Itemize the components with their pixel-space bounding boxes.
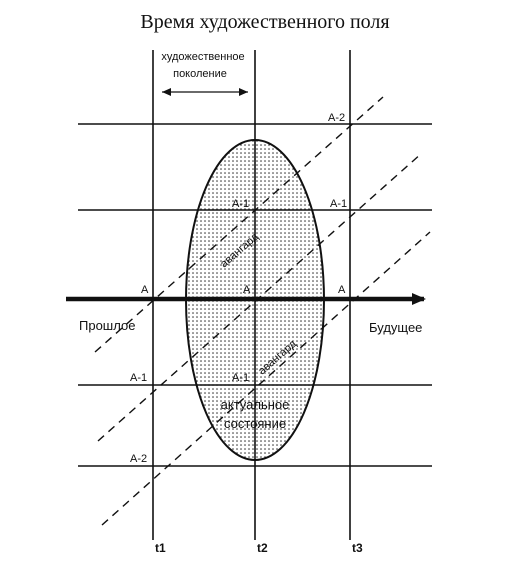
- time-mark-t3: t3: [352, 541, 363, 555]
- time-mark-t2: t2: [257, 541, 268, 555]
- generation-label-line2: поколение: [173, 68, 227, 80]
- past-label: Прошлое: [79, 318, 136, 333]
- state-label-a2-t3: A-2: [328, 112, 346, 124]
- state-label-a1-t2-lower: A-1: [232, 372, 250, 384]
- state-label-a2-t1: A-2: [130, 453, 148, 465]
- state-label-a-t2: A: [243, 284, 251, 296]
- actual-state-label-line2: состояние: [223, 416, 287, 431]
- actual-state-label-line1: актуальное: [220, 397, 290, 412]
- state-label-a1-t2: A-1: [232, 198, 250, 210]
- state-label-a-t1: A: [141, 284, 149, 296]
- state-label-a-t3: A: [338, 284, 346, 296]
- avantgarde-label-upper: авангард: [218, 230, 261, 271]
- diagram-title: Время художественного поля: [140, 11, 390, 33]
- avantgarde-label-lower: авангард: [256, 337, 299, 378]
- generation-double-arrow: [162, 88, 248, 96]
- state-label-a1-t1: A-1: [130, 372, 148, 384]
- generation-label-line1: художественное: [161, 51, 245, 63]
- time-mark-t1: t1: [155, 541, 166, 555]
- future-label: Будущее: [369, 320, 423, 335]
- state-label-a1-t3: A-1: [330, 198, 348, 210]
